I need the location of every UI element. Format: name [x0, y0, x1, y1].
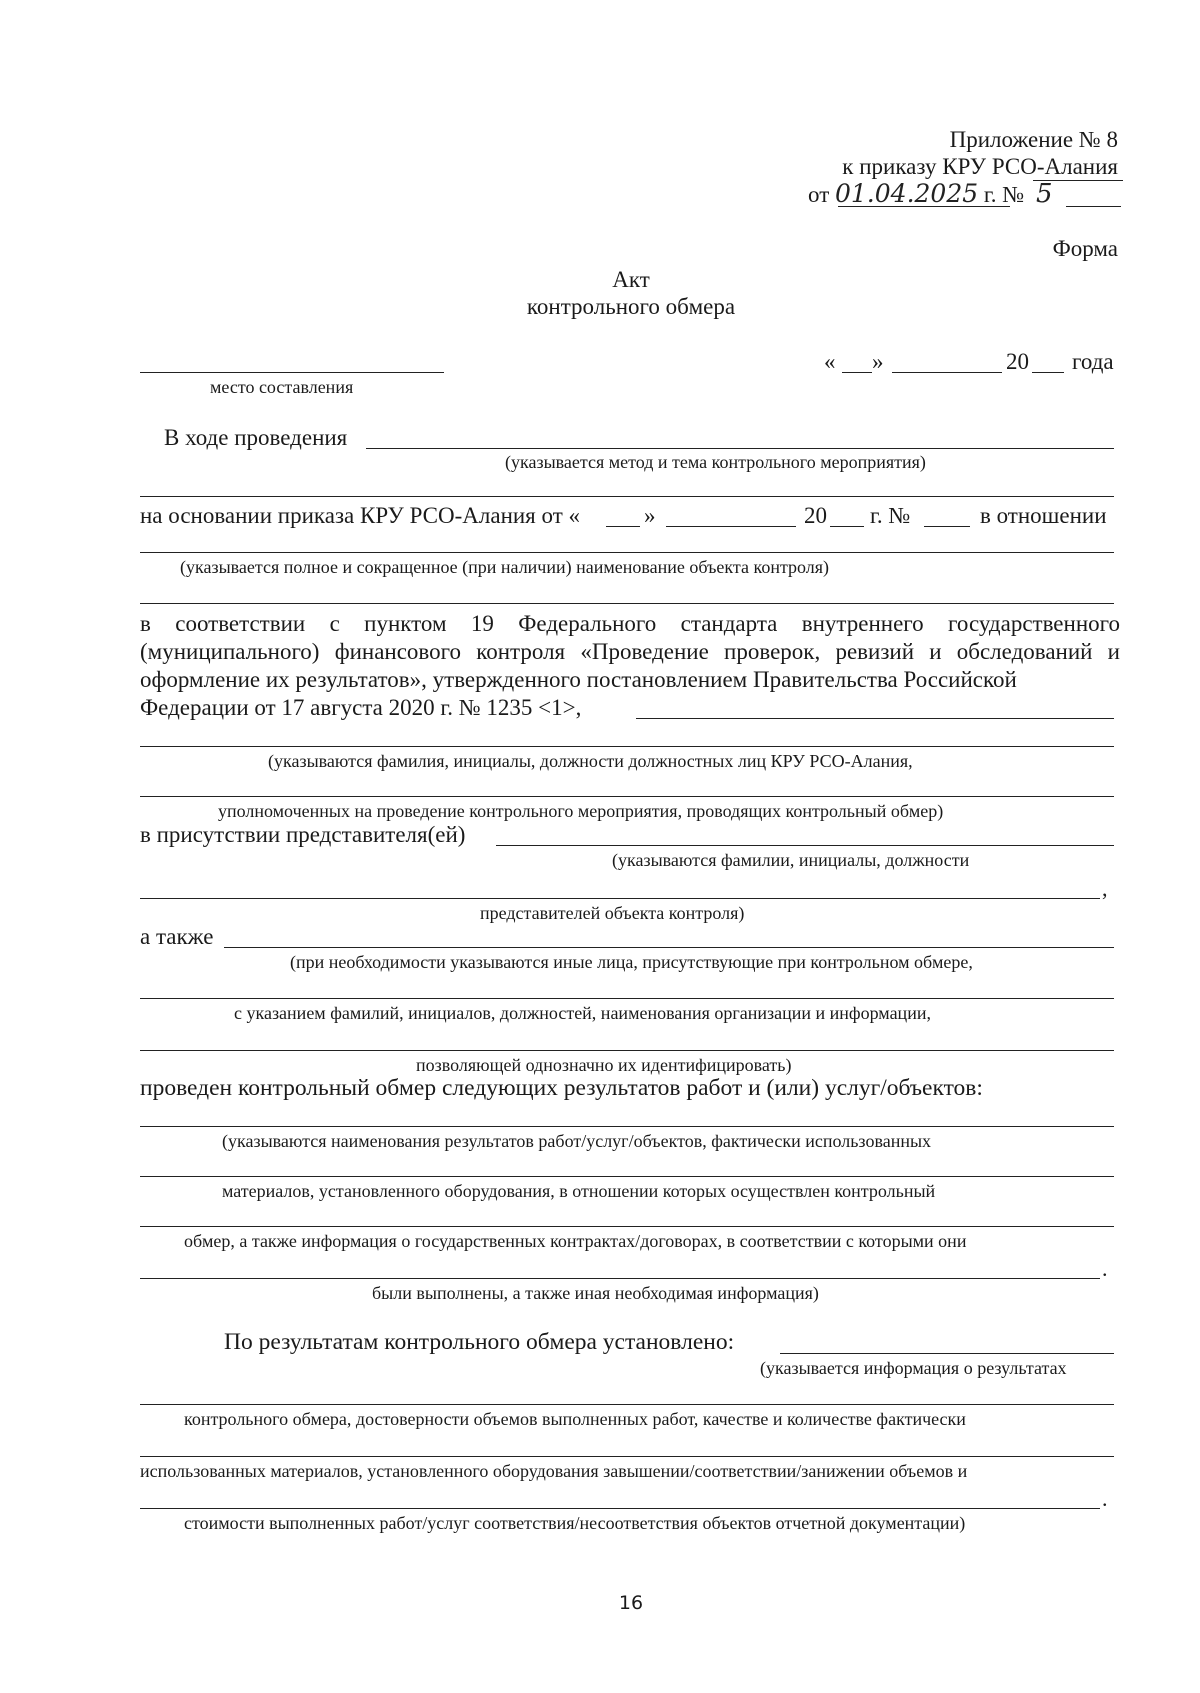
order-year-prefix: 20	[804, 503, 827, 528]
order-reference: к приказу КРУ РСО-Алания	[842, 154, 1118, 179]
order-day-line	[606, 526, 640, 527]
also-line-2	[140, 998, 1114, 999]
presence-caption-1: (указываются фамилии, инициалы, должности	[612, 850, 970, 870]
standard-paragraph-end: Федерации от 17 августа 2020 г. № 1235 <1>,	[140, 695, 582, 720]
year-number-suffix: г. №	[983, 182, 1025, 207]
date-underline	[838, 206, 1010, 207]
order-date-line	[808, 180, 1052, 209]
object-line-2	[140, 603, 1114, 604]
presence-comma: ,	[1102, 876, 1108, 901]
results-line	[780, 1353, 1114, 1354]
also-line	[224, 947, 1114, 948]
during-line-2	[140, 496, 1114, 497]
works-caption-2: материалов, установленного оборудования, в отношении которых осуществлен контрольный	[222, 1181, 936, 1201]
order-number-label: г. №	[870, 503, 911, 528]
standard-paragraph: в соответствии с пунктом 19 Федерального стандарта внутреннего государственного (муниципального) финансового контроля «Проведение проверок, ревизий и обследований и оформление их результатов», утвержденного постановлением Правительства Российской	[140, 611, 1120, 692]
date-year-line	[1032, 372, 1064, 373]
doc-title-line2: контрольного обмера	[526, 294, 736, 319]
date-month-line	[892, 372, 1002, 373]
place-line	[140, 372, 444, 373]
results-caption-2: контрольного обмера, достоверности объемов выполненных работ, качестве и количестве фактически	[184, 1409, 966, 1429]
presence-line	[496, 845, 1114, 846]
from-prefix: от	[808, 182, 830, 207]
also-caption-2: с указанием фамилий, инициалов, должностей, наименования организации и информации,	[234, 1003, 931, 1023]
date-quote-open: «	[824, 349, 836, 374]
officials-caption-1: (указываются фамилия, инициалы, должности должностных лиц КРУ РСО-Алания,	[268, 751, 913, 771]
during-caption: (указывается метод и тема контрольного мероприятия)	[505, 452, 926, 472]
appendix-number: Приложение № 8	[949, 127, 1118, 152]
also-caption-3: позволяющей однозначно их идентифицировать)	[416, 1055, 792, 1075]
results-caption-3: использованных материалов, установленного оборудования завышении/соответствии/занижении объемов и	[140, 1461, 968, 1481]
results-label: По результатам контрольного обмера установлено:	[224, 1329, 735, 1355]
order-regarding: в отношении	[980, 503, 1107, 528]
object-line	[140, 552, 1114, 553]
doc-title-line1: Акт	[612, 267, 650, 292]
date-year-prefix: 20	[1006, 349, 1029, 374]
officials-line-inline	[636, 718, 1114, 719]
place-caption: место составления	[210, 377, 354, 397]
officials-line	[140, 746, 1114, 747]
date-quote-close: »	[872, 349, 884, 374]
results-line-2	[140, 1404, 1114, 1405]
results-line-3	[140, 1456, 1114, 1457]
number-underline	[1066, 206, 1121, 207]
results-period: .	[1102, 1486, 1108, 1511]
order-month-line	[666, 526, 796, 527]
works-line	[140, 1126, 1114, 1127]
conducted-statement: проведен контрольный обмер следующих результатов работ и (или) услуг/объектов:	[140, 1075, 983, 1101]
results-caption-4: стоимости выполненных работ/услуг соответствия/несоответствия объектов отчетной документации)	[184, 1513, 966, 1533]
also-line-3	[140, 1050, 1114, 1051]
form-label: Форма	[1052, 236, 1118, 261]
results-line-4	[140, 1508, 1100, 1509]
works-period: .	[1102, 1256, 1108, 1281]
officials-caption-2: уполномоченных на проведение контрольного мероприятия, проводящих контрольный обмер)	[218, 801, 944, 821]
results-caption-1: (указывается информация о результатах	[760, 1358, 1067, 1378]
order-number-line	[924, 526, 970, 527]
during-label: В ходе проведения	[164, 425, 348, 450]
during-line	[366, 448, 1114, 449]
handwritten-date: 01.04.2025	[835, 179, 979, 208]
also-label: а также	[140, 924, 214, 949]
works-caption-3: обмер, а также информация о государственных контрактах/договорах, в соответствии с которыми они	[184, 1231, 967, 1251]
works-line-3	[140, 1226, 1114, 1227]
object-caption: (указывается полное и сокращенное (при наличии) наименование объекта контроля)	[180, 557, 830, 577]
presence-line-2	[140, 898, 1100, 899]
order-basis-text: на основании приказа КРУ РСО-Алания от «	[140, 503, 581, 528]
handwritten-number: 5	[1035, 179, 1053, 209]
works-line-4	[140, 1278, 1100, 1279]
works-line-2	[140, 1176, 1114, 1177]
presence-label: в присутствии представителя(ей)	[140, 822, 466, 847]
order-close-quote: »	[644, 503, 656, 528]
date-year-word: года	[1072, 349, 1114, 374]
presence-caption-2: представителей объекта контроля)	[480, 903, 745, 923]
officials-line-2	[140, 796, 1114, 797]
also-caption-1: (при необходимости указываются иные лица, присутствующие при контрольном обмере,	[290, 952, 973, 972]
page-number: 16	[618, 1592, 644, 1614]
order-year-line	[830, 526, 864, 527]
works-caption-1: (указываются наименования результатов работ/услуг/объектов, фактически использованных	[222, 1131, 932, 1151]
works-caption-4: были выполнены, а также иная необходимая информация)	[372, 1283, 819, 1303]
date-day-line	[842, 372, 872, 373]
